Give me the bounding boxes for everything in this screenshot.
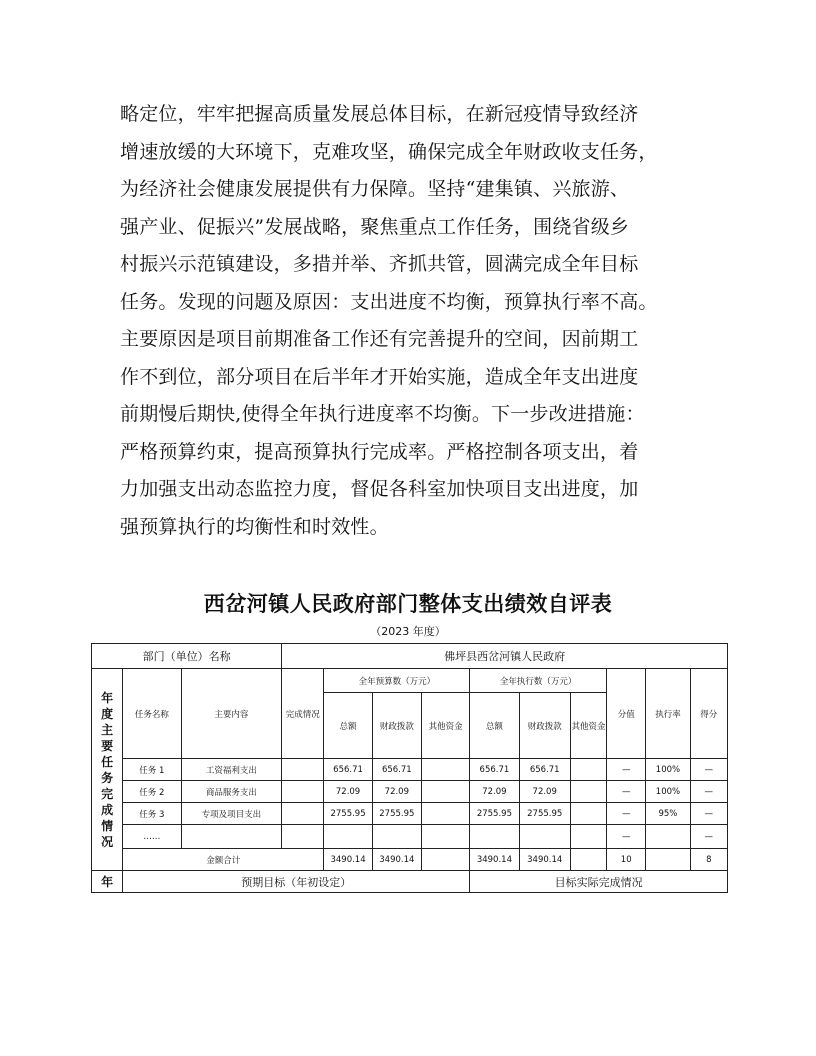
paragraph-line: 作不到位，部分项目在后半年才开始实施，造成全年支出进度: [120, 365, 639, 388]
paragraph-line: 强预算执行的均衡性和时效性。: [120, 515, 389, 538]
header-content: 主要内容: [181, 669, 282, 759]
budget-fiscal-cell: [372, 825, 421, 849]
task-cell: 任务 2: [123, 781, 181, 803]
paragraph-line: 前期慢后期快,使得全年执行进度率不均衡。下一步改进措施：: [120, 403, 645, 425]
total-exec-total: 3490.14: [470, 849, 519, 871]
score-cell: —: [690, 781, 727, 803]
exec-other-cell: [570, 781, 606, 803]
body-paragraph: [120, 96, 710, 546]
total-exec-other: [570, 849, 606, 871]
dept-value: 佛坪县西岔河镇人民政府: [282, 644, 728, 669]
budget-total-cell: 656.71: [324, 759, 372, 781]
score-value-cell: —: [607, 781, 646, 803]
exec-rate-cell: 100%: [646, 781, 690, 803]
total-score: 8: [690, 849, 727, 871]
content-cell: [181, 825, 282, 849]
side-label-char: 况: [101, 834, 114, 849]
exec-total-cell: [470, 825, 519, 849]
paragraph-line: 略定位，牢牢把握高质量发展总体目标，在新冠疫情导致经济: [120, 103, 639, 125]
score-cell: —: [690, 759, 727, 781]
header-score-value: 分值: [607, 669, 646, 759]
side-label-char: 成: [101, 802, 114, 817]
side-label-char: 情: [101, 818, 114, 833]
header-budget-total: 总额: [324, 693, 372, 759]
header-exec-other: 其他资金: [570, 693, 606, 759]
exec-total-cell: 656.71: [470, 759, 519, 781]
status-cell: [282, 825, 324, 849]
table-row: [92, 781, 728, 803]
exec-fiscal-cell: 656.71: [519, 759, 570, 781]
year-label: 年: [92, 871, 123, 893]
task-cell: 任务 1: [123, 759, 181, 781]
status-cell: [282, 759, 324, 781]
side-label-char: 度: [101, 706, 114, 721]
table-title: 西岔河镇人民政府部门整体支出绩效自评表: [203, 592, 613, 616]
total-label: 金额合计: [123, 849, 324, 871]
exec-fiscal-cell: 72.09: [519, 781, 570, 803]
paragraph-line: 任务。发现的问题及原因：支出进度不均衡，预算执行率不高。: [120, 290, 658, 313]
table-row: [92, 803, 728, 825]
content-cell: 工资福利支出: [181, 759, 282, 781]
target-header-row: [92, 871, 728, 893]
exec-other-cell: [570, 759, 606, 781]
total-exec-fiscal: 3490.14: [519, 849, 570, 871]
expected-target-header: 预期目标（年初设定）: [123, 871, 470, 893]
total-budget-fiscal: 3490.14: [372, 849, 421, 871]
header-budget-group: 全年预算数（万元）: [324, 669, 470, 693]
total-budget-other: [421, 849, 469, 871]
budget-other-cell: [421, 803, 469, 825]
exec-other-cell: [570, 803, 606, 825]
side-label: [92, 669, 123, 871]
side-label-char: 主: [101, 722, 114, 737]
paragraph-line: 主要原因是项目前期准备工作还有完善提升的空间，因前期工: [120, 328, 639, 350]
header-row-1: [92, 669, 728, 693]
table-subtitle: （2023 年度）: [370, 625, 446, 638]
paragraph-line: 村振兴示范镇建设，多措并举、齐抓共管，圆满完成全年目标: [120, 253, 639, 275]
paragraph-line: 增速放缓的大环境下，克难攻坚，确保完成全年财政收支任务，: [120, 140, 658, 163]
exec-rate-cell: [646, 825, 690, 849]
exec-other-cell: [570, 825, 606, 849]
side-label-char: 完: [101, 786, 114, 801]
dept-row: [92, 644, 728, 669]
paragraph-line: 为经济社会健康发展提供有力保障。坚持“建集镇、兴旅游、: [120, 178, 630, 200]
paragraph-line: 严格预算约束，提高预算执行完成率。严格控制各项支出，着: [120, 440, 639, 463]
table-row: [92, 825, 728, 849]
paragraph-line: 强产业、促振兴”发展战略，聚焦重点工作任务，围绕省级乡: [120, 215, 630, 238]
budget-other-cell: [421, 781, 469, 803]
actual-completion-header: 目标实际完成情况: [470, 871, 728, 893]
header-task-name: 任务名称: [123, 669, 181, 759]
dept-label: 部门（单位）名称: [92, 644, 282, 669]
exec-total-cell: 2755.95: [470, 803, 519, 825]
budget-fiscal-cell: 72.09: [372, 781, 421, 803]
score-value-cell: —: [607, 803, 646, 825]
total-score-value: 10: [607, 849, 646, 871]
header-status: 完成情况: [282, 669, 324, 759]
total-row: [92, 849, 728, 871]
header-budget-other: 其他资金: [421, 693, 469, 759]
budget-other-cell: [421, 759, 469, 781]
header-exec-total: 总额: [470, 693, 519, 759]
budget-total-cell: 2755.95: [324, 803, 372, 825]
side-label-char: 要: [101, 738, 114, 753]
budget-fiscal-cell: 2755.95: [372, 803, 421, 825]
score-cell: —: [690, 803, 727, 825]
budget-total-cell: [324, 825, 372, 849]
total-exec-rate: [646, 849, 690, 871]
performance-table: [91, 643, 728, 893]
header-exec-group: 全年执行数（万元）: [470, 669, 607, 693]
status-cell: [282, 781, 324, 803]
content-cell: 商品服务支出: [181, 781, 282, 803]
exec-fiscal-cell: 2755.95: [519, 803, 570, 825]
exec-rate-cell: 100%: [646, 759, 690, 781]
side-label-char: 年: [101, 690, 114, 705]
exec-fiscal-cell: [519, 825, 570, 849]
score-cell: —: [690, 825, 727, 849]
side-label-char: 务: [101, 770, 114, 785]
task-cell: ……: [123, 825, 181, 849]
budget-total-cell: 72.09: [324, 781, 372, 803]
status-cell: [282, 803, 324, 825]
exec-rate-cell: 95%: [646, 803, 690, 825]
exec-total-cell: 72.09: [470, 781, 519, 803]
budget-other-cell: [421, 825, 469, 849]
paragraph-line: 力加强支出动态监控力度，督促各科室加快项目支出进度，加: [120, 478, 639, 500]
table-row: [92, 759, 728, 781]
task-cell: 任务 3: [123, 803, 181, 825]
header-exec-rate: 执行率: [646, 669, 690, 759]
header-budget-fiscal: 财政拨款: [372, 693, 421, 759]
budget-fiscal-cell: 656.71: [372, 759, 421, 781]
content-cell: 专项及项目支出: [181, 803, 282, 825]
total-budget-total: 3490.14: [324, 849, 372, 871]
side-label-char: 任: [101, 754, 114, 769]
header-score: 得分: [690, 669, 727, 759]
score-value-cell: —: [607, 759, 646, 781]
header-exec-fiscal: 财政拨款: [519, 693, 570, 759]
score-value-cell: —: [607, 825, 646, 849]
